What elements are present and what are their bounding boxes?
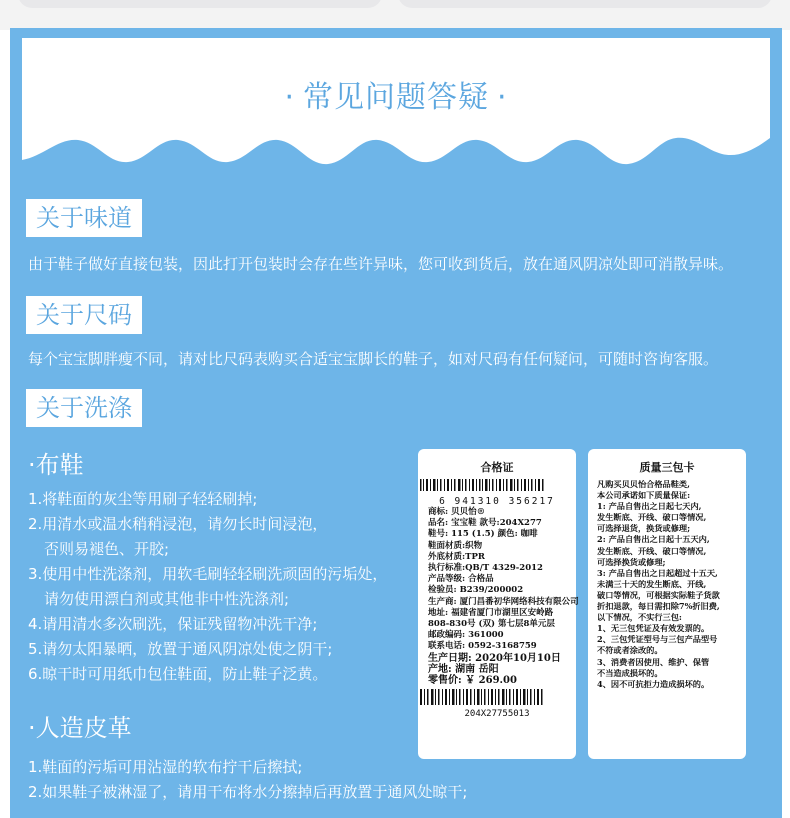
warranty-line: 不符或者涂改的。 bbox=[597, 645, 663, 656]
cloth-step: 4.请用清水多次刷洗，保证残留物冲洗干净; bbox=[28, 615, 318, 633]
cert-line: 鞋号: 115 (1.5) 颜色: 咖啡 bbox=[428, 529, 538, 540]
warranty-line: 不当造成损坏的。 bbox=[597, 667, 663, 678]
cert-line: 外底材质:TPR bbox=[428, 551, 485, 562]
cert-line: 生产日期: 2020年10月10日 bbox=[428, 652, 561, 664]
cloth-shoe-title: ·布鞋 bbox=[28, 451, 84, 479]
cert-line: 生产商: 厦门昌番初华网络科技有限公司 bbox=[428, 596, 579, 607]
header-banner bbox=[22, 38, 770, 178]
warranty-line: 发生断底、开线、破口等情况, bbox=[597, 512, 707, 523]
warranty-line: 4、因不可抗拒力造成损坏的。 bbox=[597, 678, 710, 689]
leather-step: 1.鞋面的污垢可用沾湿的软布拧干后擦拭; bbox=[28, 758, 303, 776]
warranty-line: 3: 产品自售出之日起超过十五天, bbox=[597, 567, 718, 578]
barcode-number: 6 941310 356217 bbox=[439, 496, 555, 507]
cert-line: 鞋面材质:织物 bbox=[428, 540, 483, 551]
size-text: 每个宝宝脚胖瘦不同，请对比尺码表购买合适宝宝脚长的鞋子，如对尺码有任何疑问，可随时咨询客服。 bbox=[28, 350, 719, 368]
page-title bbox=[22, 72, 770, 116]
warranty-line: 可选择退货，换货或修理; bbox=[597, 523, 691, 534]
warranty-line: 未满三十天的发生断底、开线, bbox=[597, 578, 707, 589]
top-tab-left bbox=[18, 0, 382, 8]
cert-line: 检验员: B239/200002 bbox=[428, 585, 524, 596]
certificate-title: 合格证 bbox=[480, 461, 514, 474]
warranty-title: 质量三包卡 bbox=[639, 461, 695, 474]
warranty-line: 以下情况，不实行三包: bbox=[597, 612, 682, 623]
title-dot-right: · bbox=[497, 80, 508, 115]
cert-line: 产品等级: 合格品 bbox=[428, 574, 494, 585]
warranty-line: 2、三包凭证型号与三包产品型号 bbox=[597, 634, 718, 645]
warranty-line: 2: 产品自售出之日起十五天内, bbox=[597, 534, 710, 545]
warranty-line: 本公司承诺如下质量保证: bbox=[597, 490, 691, 501]
page-title-text: 常见问题答疑 bbox=[303, 80, 489, 115]
warranty-line: 1、无三包凭证及有效发票的。 bbox=[597, 623, 710, 634]
certificate-card bbox=[418, 449, 579, 759]
top-strip bbox=[0, 0, 790, 30]
cert-line: 邮政编码: 361000 bbox=[428, 630, 504, 641]
top-tab-right bbox=[398, 0, 772, 8]
cert-line: 零售价: ￥ 269.00 bbox=[428, 675, 517, 687]
cloth-step: 3.使用中性洗涤剂，用软毛刷轻轻刷洗顽固的污垢处， bbox=[28, 565, 388, 583]
title-dot-left: · bbox=[284, 80, 295, 115]
cert-line: 联系电话: 0592-3168759 bbox=[428, 641, 537, 652]
tag-washing: 关于洗涤 bbox=[26, 389, 142, 427]
tag-smell: 关于味道 bbox=[26, 199, 142, 237]
warranty-line: 破口等情况，可根据实际鞋子货款 bbox=[597, 589, 720, 600]
cert-line: 执行标准:QB/T 4329-2012 bbox=[428, 563, 543, 574]
cloth-step: 2.用清水或温水稍稍浸泡，请勿长时间浸泡， bbox=[28, 515, 328, 533]
cloth-step: 6.晾干时可用纸巾包住鞋面，防止鞋子泛黄。 bbox=[28, 665, 328, 683]
warranty-line: 发生断底、开线、破口等情况, bbox=[597, 545, 707, 556]
warranty-line: 折扣退款，每日需扣除7%折旧费, bbox=[597, 601, 720, 612]
tag-size: 关于尺码 bbox=[26, 296, 142, 334]
leather-steps bbox=[28, 755, 467, 805]
product-code: 204X27755013 bbox=[464, 709, 530, 720]
cert-line: 808-830号 (双) 第七层8单元层 bbox=[428, 619, 555, 630]
warranty-line: 凡购买贝贝怡合格品鞋类, bbox=[597, 479, 690, 489]
warranty-line: 1: 产品自售出之日起七天内, bbox=[597, 501, 702, 512]
cloth-step: 否则易褪色、开胶; bbox=[44, 540, 170, 558]
cloth-step: 5.请勿太阳暴晒，放置于通风阴凉处使之阴干; bbox=[28, 640, 333, 658]
warranty-line: 3、消费者因使用、维护、保管 bbox=[597, 656, 710, 667]
smell-text: 由于鞋子做好直接包装，因此打开包装时会存在些许异味，您可收到货后，放在通风阴凉处即可消散异味。 bbox=[28, 255, 734, 273]
leather-step: 2.如果鞋子被淋湿了，请用干布将水分擦掉后再放置于通风处晾干; bbox=[28, 783, 468, 801]
cert-line: 地址: 福建省厦门市湖里区安岭路 bbox=[428, 607, 554, 618]
faq-panel bbox=[10, 28, 782, 818]
warranty-card bbox=[588, 449, 746, 759]
barcode-bottom-icon bbox=[418, 689, 546, 705]
cloth-step: 1.将鞋面的灰尘等用刷子轻轻刷掉; bbox=[28, 490, 258, 508]
cert-line: 商标: 贝贝怡® bbox=[428, 507, 486, 517]
warranty-line: 可选择换货或修理; bbox=[597, 556, 666, 567]
certificate-details bbox=[418, 507, 579, 687]
warranty-details bbox=[588, 479, 746, 690]
cloth-shoe-steps bbox=[28, 487, 387, 687]
cert-line: 品名: 宝宝鞋 款号:204X277 bbox=[428, 518, 542, 529]
leather-title: ·人造皮革 bbox=[28, 714, 132, 742]
cert-line: 产地: 湖南 岳阳 bbox=[428, 663, 499, 675]
barcode-icon bbox=[418, 479, 546, 491]
cloth-step: 请勿使用漂白剂或其他非中性洗涤剂; bbox=[44, 590, 290, 608]
